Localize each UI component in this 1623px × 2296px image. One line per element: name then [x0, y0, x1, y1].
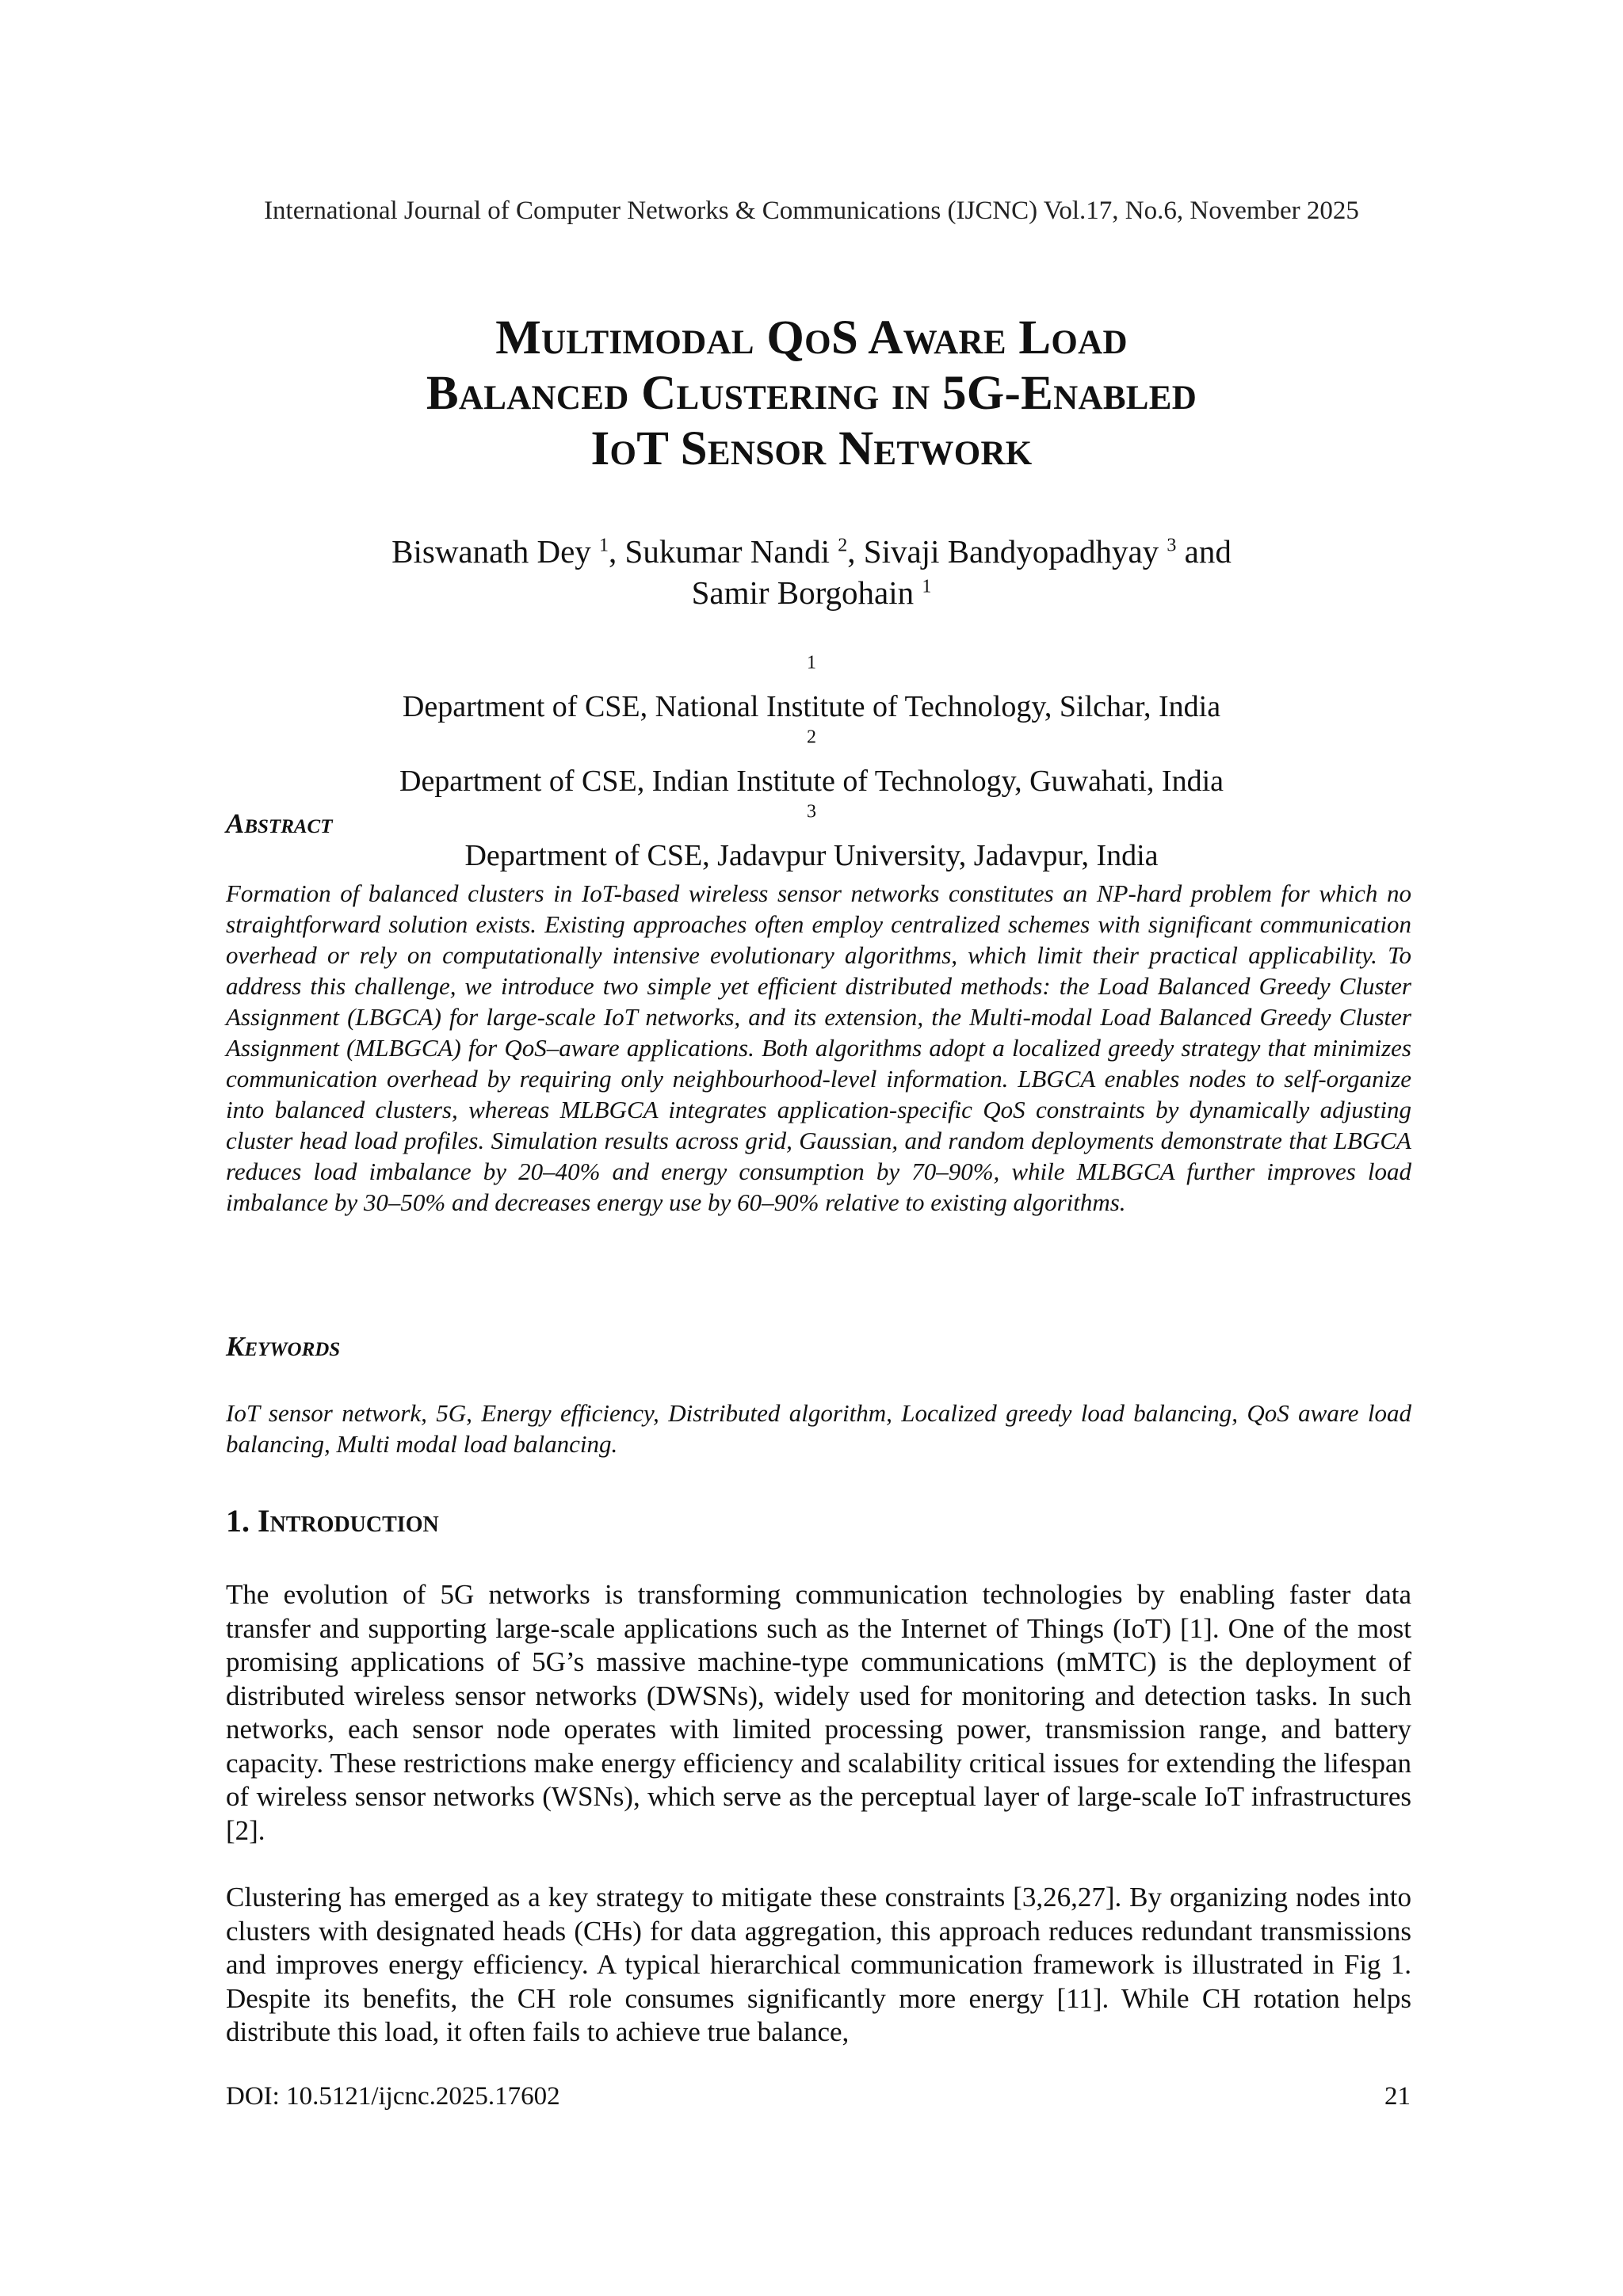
affiliation-superscript: 1	[807, 652, 816, 673]
author-line-1: Biswanath Dey $^1$, Sukumar Nandi $^2$, Sivaji Bandyopadhyay $^3$ and	[391, 533, 1232, 570]
abstract-text: Formation of balanced clusters in IoT-based wireless sensor networks constitutes an NP-hard problem for which no straightforward solution exists. Existing approaches often employ centralized schemes with significant communication overhead or rely on computationally intensive evolutionary algorithms, which limit their practical applicability. To address this challenge, we introduce two simple yet efficient distributed methods: the Load Balanced Greedy Cluster Assignment (LBGCA) for large-scale IoT networks, and its extension, the Multi-modal Load Balanced Greedy Cluster Assignment (MLBGCA) for QoS–aware applications. Both algorithms adopt a localized greedy strategy that minimizes communication overhead by requiring only neighbourhood-level information. LBGCA enables nodes to self-organize into balanced clusters, whereas MLBGCA integrates application-specific QoS constraints by dynamically adjusting cluster head load profiles. Simulation results across grid, Gaussian, and random deployments demonstrate that LBGCA reduces load imbalance by 20–40% and energy consumption by 70–90%, while MLBGCA further improves load imbalance by 30–50% and decreases energy use by 60–90% relative to existing algorithms.	[226, 879, 1411, 1216]
footer-doi: DOI: 10.5121/ijcnc.2025.17602	[226, 2082, 560, 2111]
introduction-paragraph-1: The evolution of 5G networks is transforming communication technologies by enabling faster data transfer and supporting large-scale applications such as the Internet of Things (IoT) [1]. One of the most promising applications of 5G’s massive machine-type communications (mMTC) is the deployment of distributed wireless sensor networks (DWSNs), widely used for monitoring and detection tasks. In such networks, each sensor node operates with limited processing power, transmission range, and battery capacity. These restrictions make energy efficiency and scalability critical issues for extending the lifespan of wireless sensor networks (WSNs), which serve as the perceptual layer of large-scale IoT infrastructures [2].	[226, 1579, 1411, 1846]
introduction-heading: 1. Introduction	[226, 1503, 439, 1539]
affiliation-superscript: 3	[807, 801, 816, 822]
affiliation	[257, 726, 1366, 800]
author-name: Biswanath Dey	[391, 533, 591, 570]
title-line-3: IoT Sensor Network	[590, 422, 1033, 475]
author-name: Sivaji Bandyopadhyay	[863, 533, 1159, 570]
abstract-heading: Abstract	[226, 808, 333, 839]
page-number: 21	[1384, 2082, 1411, 2111]
introduction-paragraph-2: Clustering has emerged as a key strategy to mitigate these constraints [3,26,27]. By organizing nodes into clusters with designated heads (CHs) for data aggregation, this approach reduces redundant transmissions and improves energy efficiency. A typical hierarchical communication framework is illustrated in Fig 1. Despite its benefits, the CH role consumes significantly more energy [11]. While CH rotation helps distribute this load, it often fails to achieve true balance,	[226, 1882, 1411, 2047]
running-header: International Journal of Computer Networks & Communications (IJCNC) Vol.17, No.6, November 2025	[264, 196, 1359, 225]
affiliation-list	[257, 651, 1366, 875]
keywords-text: IoT sensor network, 5G, Energy efficiency, Distributed algorithm, Localized greedy load balancing, QoS aware load balancing, Multi modal load balancing.	[226, 1399, 1411, 1458]
paper-title	[257, 311, 1366, 477]
title-line-1: Multimodal QoS Aware Load	[495, 311, 1128, 364]
affiliation-text: Department of CSE, National Institute of Technology, Silchar, India	[402, 690, 1221, 723]
author-name: Sukumar Nandi	[624, 533, 831, 570]
affiliation-text: Department of CSE, Jadavpur University, Jadavpur, India	[464, 839, 1159, 872]
affiliation	[257, 800, 1366, 875]
affiliation-superscript: 2	[807, 727, 816, 748]
author-line-2	[257, 572, 1366, 613]
author-superscript: 3	[1167, 535, 1177, 556]
keywords-heading: Keywords	[226, 1331, 341, 1362]
author-name: Samir Borgohain	[691, 574, 915, 611]
author-superscript: 1	[922, 576, 932, 597]
affiliation	[257, 651, 1366, 726]
author-superscript: 1	[599, 535, 609, 556]
affiliation-text: Department of CSE, Indian Institute of Technology, Guwahati, India	[399, 765, 1224, 798]
author-superscript: 2	[838, 535, 848, 556]
title-line-2: Balanced Clustering in 5G-Enabled	[426, 367, 1197, 420]
author-conjunction: and	[1184, 533, 1232, 570]
author-list	[257, 531, 1366, 613]
